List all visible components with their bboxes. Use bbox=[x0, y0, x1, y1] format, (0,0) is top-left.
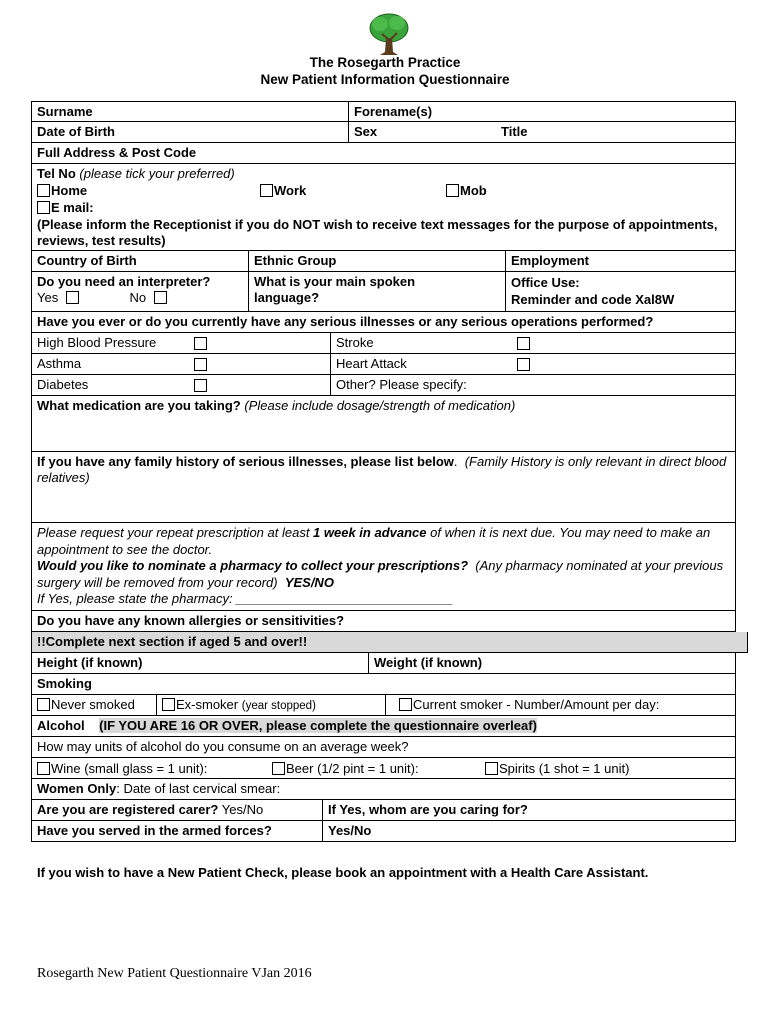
alcohol-label: Alcohol bbox=[37, 718, 85, 733]
mob-checkbox[interactable] bbox=[446, 184, 459, 197]
questionnaire-form bbox=[31, 101, 736, 842]
work-checkbox[interactable] bbox=[260, 184, 273, 197]
illness-row-1 bbox=[31, 333, 736, 354]
tel-row bbox=[31, 164, 736, 251]
office-use-label: Office Use: bbox=[511, 275, 580, 290]
hbp-label: High Blood Pressure bbox=[37, 335, 157, 350]
medication-question-line bbox=[32, 396, 735, 417]
employment-field[interactable]: Employment bbox=[505, 251, 735, 271]
demographics-header-row bbox=[31, 251, 736, 272]
repeat-prescription-note bbox=[37, 525, 730, 558]
interpreter-cell bbox=[32, 272, 248, 311]
office-use-cell bbox=[505, 272, 735, 311]
stroke-label: Stroke bbox=[336, 335, 374, 350]
p1b: 1 week in advance bbox=[313, 525, 427, 540]
heart-checkbox[interactable] bbox=[517, 358, 530, 371]
carer-whom-field[interactable]: If Yes, whom are you caring for? bbox=[322, 800, 735, 820]
wine-checkbox[interactable] bbox=[37, 762, 50, 775]
forces-answer[interactable]: Yes/No bbox=[322, 821, 735, 841]
tel-label: Tel No bbox=[37, 166, 76, 181]
women-only-label: Women Only bbox=[37, 781, 117, 796]
reminder-code: Reminder and code Xal8W bbox=[511, 292, 675, 307]
asthma-label: Asthma bbox=[37, 356, 82, 371]
dob-row bbox=[31, 122, 736, 143]
forces-row bbox=[31, 821, 736, 842]
asthma-cell bbox=[32, 354, 330, 374]
stroke-cell bbox=[330, 333, 735, 353]
interpreter-yes-label: Yes bbox=[37, 290, 59, 305]
p1c: of when it is next due. You may need to make an appointment to see the doctor. bbox=[37, 525, 711, 557]
tel-label-line bbox=[37, 166, 235, 181]
carer-cell[interactable] bbox=[32, 800, 322, 820]
smoking-options-row bbox=[31, 695, 736, 716]
email-label: E mail: bbox=[51, 200, 94, 215]
beer-checkbox[interactable] bbox=[272, 762, 285, 775]
family-history-line: If you have any family history of serious illnesses, please list below. (Family History is only relevant in direct blood relatives) bbox=[37, 454, 727, 485]
practice-name: The Rosegarth Practice bbox=[309, 55, 461, 70]
asthma-checkbox[interactable] bbox=[194, 358, 207, 371]
tree-logo-icon bbox=[368, 12, 410, 56]
country-field[interactable]: Country of Birth bbox=[37, 253, 137, 268]
ex-smoker-option[interactable] bbox=[156, 695, 385, 715]
allergies-row[interactable] bbox=[31, 611, 736, 632]
p2c[interactable]: YES/NO bbox=[284, 574, 334, 590]
language-field[interactable] bbox=[248, 272, 505, 311]
prescription-text bbox=[32, 523, 735, 610]
measures-row bbox=[31, 653, 736, 674]
text-message-notice: (Please inform the Receptionist if you do NOT wish to receive text messages for the purpose of appointments, reviews, test results) bbox=[37, 217, 718, 248]
ethnic-field[interactable]: Ethnic Group bbox=[248, 251, 505, 271]
new-patient-check-note: If you wish to have a New Patient Check, please book an appointment with a Health Care Assistant. bbox=[37, 865, 649, 880]
illness-row-2 bbox=[31, 354, 736, 375]
smear-label: : Date of last cervical smear: bbox=[116, 781, 281, 796]
weight-field[interactable]: Weight (if known) bbox=[368, 653, 735, 673]
alcohol-question-row bbox=[31, 737, 736, 758]
surname-field[interactable]: Surname bbox=[37, 104, 93, 119]
diabetes-label: Diabetes bbox=[37, 377, 89, 392]
height-field[interactable]: Height (if known) bbox=[37, 655, 143, 670]
alcohol-header bbox=[32, 716, 735, 736]
heart-cell bbox=[330, 354, 735, 374]
email-checkbox[interactable] bbox=[37, 201, 50, 214]
carer-answer: Yes/No bbox=[218, 802, 264, 817]
interpreter-row bbox=[31, 272, 736, 312]
spirits-option[interactable] bbox=[485, 761, 629, 776]
address-field[interactable]: Full Address & Post Code bbox=[37, 145, 197, 160]
work-label: Work bbox=[274, 183, 307, 198]
wine-label: Wine (small glass = 1 unit): bbox=[51, 761, 208, 776]
mob-label: Mob bbox=[460, 183, 487, 198]
family-hint: (Family History is only relevant in direct blood relatives) bbox=[37, 454, 727, 485]
pharmacy-name-field[interactable]: If Yes, please state the pharmacy: ______________________________ bbox=[37, 591, 454, 606]
smoking-label: Smoking bbox=[37, 676, 92, 691]
tel-hint: (please tick your preferred) bbox=[79, 166, 235, 181]
form-title: New Patient Information Questionnaire bbox=[260, 72, 510, 87]
home-label: Home bbox=[51, 183, 88, 198]
sex-field[interactable]: Sex bbox=[354, 124, 378, 139]
forename-field[interactable]: Forename(s) bbox=[348, 102, 735, 121]
interpreter-yes-checkbox[interactable] bbox=[66, 291, 79, 304]
language-question: What is your main spoken language? bbox=[254, 274, 416, 305]
wine-option[interactable] bbox=[37, 761, 207, 776]
smoking-header-row bbox=[31, 674, 736, 695]
tel-work[interactable] bbox=[260, 183, 306, 198]
other-illness-field[interactable] bbox=[330, 375, 735, 395]
ex-smoker-label: Ex-smoker bbox=[176, 697, 239, 712]
women-only-row[interactable] bbox=[31, 779, 736, 800]
pharmacy-nomination bbox=[37, 558, 730, 591]
heart-label: Heart Attack bbox=[336, 356, 407, 371]
medication-row[interactable] bbox=[31, 396, 736, 452]
sex-title-cell bbox=[348, 122, 735, 142]
spirits-label: Spirits (1 shot = 1 unit) bbox=[499, 761, 630, 776]
women-only-line bbox=[32, 779, 735, 799]
address-row bbox=[31, 143, 736, 164]
current-smoker-checkbox[interactable] bbox=[399, 698, 412, 711]
current-smoker-label: Current smoker - Number/Amount per day: bbox=[413, 697, 660, 712]
diabetes-checkbox[interactable] bbox=[194, 379, 207, 392]
family-history-row[interactable] bbox=[31, 452, 736, 523]
alcohol-question: How may units of alcohol do you consume on an average week? bbox=[37, 739, 409, 754]
tel-home[interactable] bbox=[37, 183, 87, 198]
alcohol-options-row bbox=[31, 758, 736, 779]
p1a: Please request your repeat prescription at least bbox=[37, 525, 314, 540]
prescription-row bbox=[31, 523, 736, 611]
tel-mob[interactable] bbox=[446, 183, 487, 198]
illness-question: Have you ever or do you currently have any serious illnesses or any serious operations performed? bbox=[37, 314, 654, 329]
carer-row bbox=[31, 800, 736, 821]
illness-question-row bbox=[31, 312, 736, 333]
beer-label: Beer (1/2 pint = 1 unit): bbox=[286, 761, 419, 776]
surname-row bbox=[31, 101, 736, 122]
title-field[interactable]: Title bbox=[501, 124, 528, 139]
beer-option[interactable] bbox=[272, 761, 419, 776]
footer-version: Rosegarth New Patient Questionnaire VJan 2016 bbox=[37, 966, 312, 981]
hbp-checkbox[interactable] bbox=[194, 337, 207, 350]
medication-question: What medication are you taking? bbox=[37, 398, 241, 413]
carer-question: Are you are registered carer? bbox=[37, 802, 219, 817]
dob-field[interactable]: Date of Birth bbox=[37, 124, 115, 139]
spirits-checkbox[interactable] bbox=[485, 762, 498, 775]
forces-question: Have you served in the armed forces? bbox=[37, 823, 272, 838]
never-smoked-label: Never smoked bbox=[51, 697, 135, 712]
diabetes-cell bbox=[32, 375, 330, 395]
family-question: If you have any family history of serious illnesses, please list below bbox=[37, 454, 454, 469]
home-checkbox[interactable] bbox=[37, 184, 50, 197]
interpreter-question: Do you need an interpreter? bbox=[37, 274, 211, 289]
alcohol-note: (IF YOU ARE 16 OR OVER, please complete the questionnaire overleaf) bbox=[99, 718, 537, 733]
never-smoked-option[interactable] bbox=[32, 695, 156, 715]
never-smoked-checkbox[interactable] bbox=[37, 698, 50, 711]
other-illness-label: Other? Please specify: bbox=[336, 377, 467, 392]
aged5-banner bbox=[31, 632, 748, 653]
interpreter-no-label: No bbox=[129, 290, 147, 305]
alcohol-header-row bbox=[31, 716, 736, 737]
ex-smoker-checkbox[interactable] bbox=[162, 698, 175, 711]
ex-smoker-hint: (year stopped) bbox=[241, 700, 316, 712]
interpreter-no-checkbox[interactable] bbox=[154, 291, 167, 304]
stroke-checkbox[interactable] bbox=[517, 337, 530, 350]
hbp-cell bbox=[32, 333, 330, 353]
illness-row-3 bbox=[31, 375, 736, 396]
aged5-text: !!Complete next section if aged 5 and over!! bbox=[37, 634, 308, 649]
p2b: (Any pharmacy nominated at your previous surgery will be removed from your record) bbox=[37, 558, 724, 590]
current-smoker-option[interactable] bbox=[385, 695, 735, 715]
tel-email[interactable] bbox=[37, 200, 94, 215]
p2a: Would you like to nominate a pharmacy to collect your prescriptions? bbox=[37, 558, 469, 573]
allergies-question: Do you have any known allergies or sensitivities? bbox=[37, 613, 345, 628]
medication-hint: (Please include dosage/strength of medication) bbox=[244, 398, 516, 413]
